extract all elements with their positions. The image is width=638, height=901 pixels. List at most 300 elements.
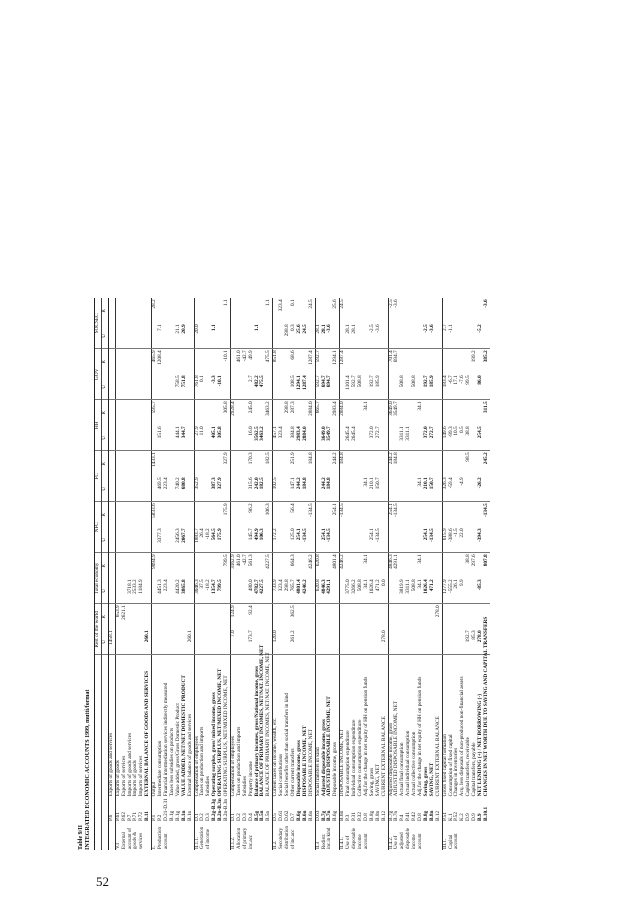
subheader-u: U xyxy=(101,425,108,451)
transaction-label: External balance of goods and services xyxy=(186,713,193,797)
table-cell-value: 242.0 xyxy=(255,476,261,502)
table-cell-value: 327.9 xyxy=(218,476,224,502)
table-cell-value: 254.1 xyxy=(424,527,430,553)
account-section-label: II.1.2. xyxy=(230,822,236,850)
table-cell-value: -134.5 xyxy=(303,527,309,553)
table-cell-value: -134.5 xyxy=(376,527,382,553)
table-cell-value: 297.6 xyxy=(471,554,478,567)
transaction-code: D.3 xyxy=(205,813,212,821)
transaction-code: K.2 xyxy=(459,813,466,821)
account-section-label: Use of xyxy=(394,835,400,849)
table-cell-value: 461.0 xyxy=(235,554,242,567)
table-cell-value xyxy=(484,476,490,502)
table-cell-value: 184.8 xyxy=(303,476,309,502)
table-cell-value: 24.5 xyxy=(340,298,346,323)
table-cell-value: 17.1 xyxy=(454,374,460,400)
table-cell-value: 0.1 xyxy=(200,374,206,400)
transaction-code: P.31 xyxy=(351,812,358,821)
subheader-u: U xyxy=(101,476,108,502)
table-cell-value: 2621.1 xyxy=(120,605,127,620)
transaction-label: Subsidies xyxy=(241,776,248,797)
transaction-code: B.7n xyxy=(393,810,400,821)
table-cell-value: -42.7 xyxy=(241,350,248,362)
table-cell-value: -3.3 xyxy=(212,374,218,400)
column-group-header: FC xyxy=(95,451,102,502)
transaction-label: Current taxes on income, wealth, etc. xyxy=(273,655,279,798)
transaction-code: P.3 xyxy=(345,814,352,821)
table-cell-value: 244.2 xyxy=(388,451,394,477)
account-section-label: I. xyxy=(152,822,158,850)
account-section-label: account xyxy=(363,833,369,849)
table-cell-value: 150.7 xyxy=(376,476,382,502)
transaction-label: Consumption of fixed capital xyxy=(447,734,454,797)
table-cell-value: 254.1 xyxy=(388,502,394,528)
transaction-code: B.2n-B.3n xyxy=(217,798,224,821)
header-blank xyxy=(101,822,108,850)
table-cell-value: 37.5 xyxy=(200,578,206,604)
account-section-label: Capital xyxy=(448,834,454,849)
transaction-code: D.2 xyxy=(199,813,206,821)
transaction-code: P.62 xyxy=(120,812,127,821)
subheader-r: R xyxy=(101,502,108,528)
table-cell-value: -3.6 xyxy=(430,323,436,349)
transaction-label: Adjusted disposable income, gross xyxy=(388,655,394,798)
transaction-label: Adj.for the change in net equity of HH on pension funds xyxy=(362,676,369,797)
transaction-code: P.4 xyxy=(399,814,406,821)
table-cell-value: 4227.5 xyxy=(260,578,266,604)
account-section-label: of income xyxy=(206,828,212,849)
table-cell-value: 38.8 xyxy=(465,554,472,564)
transaction-code: B.7g xyxy=(320,810,327,821)
table-cell-value: 1287.4 xyxy=(307,350,314,365)
table-cell-value: 592.7 xyxy=(315,374,321,400)
table-title: Table 9/II xyxy=(78,825,84,850)
transaction-label: Saving, gross xyxy=(422,766,429,797)
account-section-label: V.I xyxy=(115,822,121,850)
table-cell-value: -3.6 xyxy=(393,299,400,308)
transaction-label: Social contributions xyxy=(278,753,285,797)
table-cell-value: 5833.6 xyxy=(152,502,158,528)
table-cell-value: -1.5 xyxy=(454,527,460,553)
table-cell-value: 3649.0 xyxy=(322,425,328,451)
table-cell-value: 457.1 xyxy=(273,425,279,451)
table-cell-value: -3.6 xyxy=(483,299,489,308)
table-cell-value: 465.9 xyxy=(152,349,158,375)
economic-accounts-table xyxy=(94,298,490,850)
table-cell-value: 223.4 xyxy=(164,476,170,502)
table-cell-value: 3549.7 xyxy=(327,425,333,451)
transaction-label: Exports of services xyxy=(120,755,127,797)
table-row xyxy=(484,298,490,850)
table-cell-value: 2.7 xyxy=(442,323,448,349)
subheader-r: R xyxy=(101,298,108,323)
transaction-label: NET LENDING (+) / NET BORROWING (-) xyxy=(477,694,484,797)
table-cell-value xyxy=(108,553,115,579)
table-cell-value: 26.4 xyxy=(200,527,206,553)
transaction-label: CHANGES IN NET WORTH DUE TO SAVING AND CAPITAL TRANSFERS xyxy=(483,616,489,797)
subheader-u: U xyxy=(101,323,108,349)
transaction-label: BALANCE OF PRIMARY INCOMES, NET/NAT. INCOME, NET xyxy=(259,644,266,797)
table-cell-value: 372.0 xyxy=(424,425,430,451)
table-cell-value: 1026.4 xyxy=(424,578,430,604)
table-cell-value xyxy=(108,298,115,323)
table-cell-value: 22.0 xyxy=(460,527,466,553)
table-cell-value: 254.1 xyxy=(370,527,376,553)
table-cell-value: 2067.7 xyxy=(182,527,188,553)
transaction-label: Adj.for the change in net equity of HH on pension funds xyxy=(417,676,424,797)
table-cell-value: 761.8 xyxy=(194,374,200,400)
table-cell-value: 34.1 xyxy=(417,401,424,411)
table-cell-value: 28.1 xyxy=(322,323,328,349)
table-cell-value: 244.2 xyxy=(322,476,328,502)
transaction-label: Disposable income, gross xyxy=(295,740,302,797)
table-cell-value: 182.5 xyxy=(260,476,266,502)
table-cell-value: 461.0 xyxy=(235,350,242,363)
table-cell-value: 0.3 xyxy=(291,323,297,349)
table-cell-value: 740.2 xyxy=(176,476,182,502)
table-cell-value: 323.4 xyxy=(279,578,285,604)
transaction-code: D.8 xyxy=(362,813,369,821)
table-cell-value: -85.3 xyxy=(478,578,484,604)
table-cell-value: 482.2 xyxy=(255,374,261,400)
table-cell-value: -2.5 xyxy=(370,323,376,349)
table-cell-value: 25.6 xyxy=(297,323,303,349)
table-cell-value: 372.0 xyxy=(370,425,376,451)
table-cell-value: 10.5 xyxy=(454,425,460,451)
transaction-code: D.61 xyxy=(278,810,285,821)
table-cell-value: 1294.1 xyxy=(332,350,339,365)
table-cell-value: 653.9 xyxy=(115,604,121,630)
table-cell-value: 254.5 xyxy=(478,425,484,451)
transaction-code: B.6n xyxy=(301,810,308,821)
table-cell-value: 173.7 xyxy=(249,629,255,655)
transaction-label: Imports of services xyxy=(138,755,145,797)
subheader-r: R xyxy=(101,400,108,426)
transaction-code: P.7 xyxy=(126,814,133,821)
table-cell-value: 20.0 xyxy=(194,323,200,349)
table-cell-value: 508.8 xyxy=(358,578,364,604)
table-cell-value: -18.2 xyxy=(206,578,212,604)
table-cell-value: 3562.5 xyxy=(255,425,261,451)
table-cell-value: 471.2 xyxy=(430,578,436,604)
transaction-label: Compensation of employees xyxy=(230,655,236,798)
subheader-r: R xyxy=(101,553,108,579)
table-cell-value: 0.5 xyxy=(460,425,466,451)
transaction-label: Adjusted disposable income, gross xyxy=(320,719,327,797)
transaction-code: D.9 xyxy=(471,813,478,821)
table-cell-value: 4846.3 xyxy=(322,578,328,604)
account-section-label: services xyxy=(139,832,145,849)
transaction-code: D.9 xyxy=(465,813,472,821)
table-cell-value: 0.1 xyxy=(290,299,296,306)
table-cell-value: 34.1 xyxy=(417,554,424,564)
table-cell-value: 508.8 xyxy=(400,374,406,400)
table-cell-value: 192.7 xyxy=(370,374,376,400)
transaction-code: B.6g xyxy=(295,810,302,821)
table-cell-value: 323.4 xyxy=(279,425,285,451)
account-section-label: II.4.1. xyxy=(340,822,346,850)
table-cell-value: 469.5 xyxy=(158,476,164,502)
table-title-block xyxy=(78,630,91,850)
table-cell-value: 298.8 xyxy=(285,323,291,349)
table-cell-value: 9.9 xyxy=(460,578,466,604)
transaction-label: Actual individual consumption xyxy=(405,730,412,797)
table-cell-value xyxy=(108,527,115,553)
table-cell-value: 615.9 xyxy=(442,527,448,553)
table-cell-value: 106.3 xyxy=(260,527,266,553)
transaction-code: P.52 xyxy=(453,812,460,821)
table-cell-value: 124.9 xyxy=(230,604,236,630)
table-cell-value: 4291.1 xyxy=(327,578,333,604)
table-cell-value: 4801.4 xyxy=(332,554,339,569)
table-cell-value: 2884.0 xyxy=(340,400,346,426)
transaction-code: P.2 xyxy=(157,814,164,821)
table-cell-value: 1208.4 xyxy=(157,350,164,365)
transaction-label: Exports of goods xyxy=(115,655,121,798)
subheader-r: R xyxy=(101,604,108,630)
table-cell-value: -10.1 xyxy=(223,350,230,362)
table-cell-value: 21.1 xyxy=(176,323,182,349)
table-cell-value: 2928.4 xyxy=(230,400,236,426)
table-cell-value: 28.1 xyxy=(315,323,321,349)
transaction-label: DISPOSABLE INCOME, NET xyxy=(301,725,308,797)
table-cell-value: 68.6 xyxy=(290,350,296,360)
table-cell-value: 4451.3 xyxy=(158,578,164,604)
transaction-label: EXTERNAL BALANCE OF GOODS AND SERVICES xyxy=(144,670,151,797)
table-cell-value: 0.0 xyxy=(382,578,388,604)
transaction-code: P.41 xyxy=(405,812,412,821)
table-cell-value: -1.1 xyxy=(449,323,455,349)
table-cell-value: 4782.7 xyxy=(255,578,261,604)
table-cell-value: 278.0 xyxy=(434,605,441,618)
table-cell-value: 4291.1 xyxy=(393,554,400,569)
table-cell-value: -10.1 xyxy=(218,374,224,400)
table-cell-value: 34.1 xyxy=(364,476,370,502)
transaction-code: D.1 xyxy=(230,797,236,822)
table-cell-value: 145.7 xyxy=(249,527,255,553)
table-cell-value: 3311.1 xyxy=(400,425,406,451)
table-cell-value: 1294.1 xyxy=(297,374,303,400)
transaction-label: SAVING, NET xyxy=(428,762,435,797)
transaction-code: B.1n xyxy=(180,810,187,821)
table-cell-value: 385.2 xyxy=(483,350,489,363)
table-cell-value: -4.9 xyxy=(460,476,466,502)
table-cell-value: 1433.1 xyxy=(152,451,158,477)
table-cell-value: 664.3 xyxy=(290,554,296,567)
transaction-code: B.12 xyxy=(434,810,441,821)
account-section-label: account xyxy=(163,833,169,849)
transaction-code: B.6n xyxy=(307,810,314,821)
table-cell-value: 1287.4 xyxy=(340,349,346,375)
table-cell-value: 24.5 xyxy=(303,323,309,349)
transaction-code: D.5 xyxy=(273,797,279,822)
subheader-r: R xyxy=(101,349,108,375)
transaction-label: Subsidies xyxy=(205,776,212,797)
table-cell-value: 3266.2 xyxy=(352,578,358,604)
table-cell-value: 327.9 xyxy=(223,452,230,465)
table-cell-value xyxy=(108,502,115,528)
table-cell-value: -5.2 xyxy=(478,323,484,349)
account-section-label: inc.in kind xyxy=(327,827,333,849)
table-cell-value: 480.0 xyxy=(249,578,255,604)
table-cell-value: 305.8 xyxy=(218,425,224,451)
transaction-label: Acq. less disposals of non-produced non-financial assets xyxy=(459,676,466,797)
table-cell-value: 4246.2 xyxy=(307,554,314,569)
table-cell-value: 278.0 xyxy=(382,629,388,655)
table-cell-value xyxy=(108,323,115,349)
page-number: 52 xyxy=(96,874,109,889)
transaction-code: K.1 xyxy=(447,813,454,821)
transaction-label: CURRENT EXTERNAL BALANCE xyxy=(380,716,387,797)
table-cell-value: 694.7 xyxy=(393,350,400,363)
transaction-label: Taxes on production and imports xyxy=(235,726,242,797)
table-cell-value: -2.5 xyxy=(424,323,430,349)
account-section-label: Use of xyxy=(346,835,352,849)
table-cell-value: 28.1 xyxy=(352,323,358,349)
transaction-label: DISPOSABLE INCOME, NET xyxy=(307,729,314,797)
table-cell-value: 244.2 xyxy=(332,452,339,465)
table-cell-value: 323.4 xyxy=(278,299,285,312)
transaction-label: Taxes less subsidies on products xyxy=(168,727,175,797)
transaction-code: B.7g xyxy=(388,797,394,822)
table-cell-value: 4227.5 xyxy=(265,554,272,569)
table-cell-value: 172.2 xyxy=(273,527,279,553)
table-cell-value: 184.8 xyxy=(307,452,314,465)
table-cell-value: 694.7 xyxy=(322,374,328,400)
account-section-label: II.3 xyxy=(315,822,321,850)
transaction-code: B.10.1 xyxy=(483,806,489,821)
transaction-code: D.62 xyxy=(284,810,291,821)
table-cell-value: 758.5 xyxy=(176,374,182,400)
transaction-label: Social transfers in kind xyxy=(315,655,321,798)
subheader-u: U xyxy=(101,527,108,553)
table-cell-value: 352.9 xyxy=(194,476,200,502)
account-section-label: III.1. xyxy=(442,822,448,850)
table-cell-value: 3775.0 xyxy=(346,578,352,604)
table-cell-value: -134.5 xyxy=(483,503,489,518)
transaction-label: Taxes on production and imports xyxy=(199,726,206,797)
transaction-label: Output xyxy=(152,655,158,798)
table-cell-value xyxy=(108,349,115,375)
table-cell-value: 387.3 xyxy=(212,476,218,502)
transaction-code: D.1 xyxy=(194,797,200,822)
table-cell-value: 3549.7 xyxy=(393,401,400,416)
table-cell-value xyxy=(484,527,490,553)
transaction-label: ADJUSTED DISPOSABLE INCOME, NET xyxy=(393,700,400,797)
account-section-label: of inc.acc xyxy=(291,829,296,849)
table-cell-value: 3463.2 xyxy=(260,425,266,451)
transaction-code: B.8g xyxy=(368,810,375,821)
table-cell-value: 680.8 xyxy=(182,476,188,502)
table-subtitle: INTEGRATED ECONOMIC ACCOUNTS 1999, mutti/format xyxy=(84,689,91,850)
transaction-label: Individual consumption expenditure xyxy=(351,719,358,797)
account-section-label: account xyxy=(418,833,424,849)
transaction-label: Actual collective consumption xyxy=(411,731,418,797)
account-section-label: distribution xyxy=(285,825,291,849)
table-cell-value xyxy=(484,578,490,604)
table-cell-value: 192.7 xyxy=(424,374,430,400)
table-cell-value: 1354.7 xyxy=(212,578,218,604)
table-cell-value: -388.6 xyxy=(449,527,455,553)
table-cell-value: 24.5 xyxy=(307,299,314,309)
table-cell-value: 16.0 xyxy=(249,425,255,451)
table-cell-value: 1184.9 xyxy=(139,578,145,604)
transaction-code: P.72 xyxy=(138,812,145,821)
account-section-label: Allocation xyxy=(236,827,242,849)
table-cell-value: 4420.2 xyxy=(176,578,182,604)
transaction-label: ADJUSTED DISPOSABLE INCOME, NET xyxy=(326,696,333,797)
table-cell-value: 245.2 xyxy=(483,452,489,465)
table-cell-value: 25.6 xyxy=(332,299,339,309)
column-group-header: Total economy xyxy=(95,553,102,604)
transaction-label: Gross fixed capital formation xyxy=(442,655,448,798)
table-cell-value: 49.9 xyxy=(247,350,254,360)
table-cell-value: 254.1 xyxy=(297,527,303,553)
transaction-label: Financial intermediation services indirectly measured xyxy=(162,682,169,797)
table-cell-value: 151.6 xyxy=(158,425,164,451)
table-cell-value: 34.1 xyxy=(362,401,369,411)
table-cell-value: 147.1 xyxy=(291,476,297,502)
transaction-code: B.8n xyxy=(374,810,381,821)
table-cell-value: -26.2 xyxy=(478,476,484,502)
transaction-label: OPERATING SURPLUS, NET/MIXED INCOME, NET xyxy=(217,668,224,797)
table-cell-value xyxy=(484,323,490,349)
table-cell-value: 254.1 xyxy=(332,503,339,516)
transaction-label: VALUE ADDED, NET/NET DOMESTIC PRODUCT xyxy=(180,675,187,797)
table-cell-value: 1458.1 xyxy=(108,629,115,655)
table-cell-value xyxy=(108,451,115,477)
column-group-header: HH xyxy=(95,400,102,451)
subheader-u: U xyxy=(101,578,108,604)
table-cell-value: -134.5 xyxy=(393,503,400,518)
table-cell-value: 444.1 xyxy=(176,425,182,451)
table-cell-value: 807.8 xyxy=(483,554,489,567)
transaction-label: BALANCE OF PRIMARY INCOMES, NET/NAT. INCOME, NET xyxy=(265,652,272,797)
table-cell-value: 665.7 xyxy=(315,400,321,426)
table-cell-value: -99.3 xyxy=(449,425,455,451)
table-cell-value: -394.3 xyxy=(478,527,484,553)
table-cell-value: 184.8 xyxy=(327,476,333,502)
transaction-code: P.1 xyxy=(152,797,158,822)
transaction-label: Operating surplus, gross/ mixed income, gross xyxy=(211,692,218,797)
table-cell-value: 298.8 xyxy=(284,401,291,414)
table-cell-value: -2.5 xyxy=(388,298,394,323)
transaction-code: B.5n xyxy=(259,810,266,821)
table-cell-value: 3046.3 xyxy=(194,578,200,604)
table-cell-value: 106.3 xyxy=(265,503,272,516)
table-cell-value: 3865.8 xyxy=(182,578,188,604)
table-cell-value: 1101.4 xyxy=(346,374,352,400)
table-cell-value: 182.5 xyxy=(265,452,272,465)
table-cell-value: 120.0 xyxy=(273,629,279,655)
table-cell-value: 7.0 xyxy=(230,629,236,655)
transaction-code: D.21-D.31 xyxy=(162,798,169,821)
transaction-code: B.1n xyxy=(186,810,193,821)
table-cell-value: 185.9 xyxy=(376,374,382,400)
table-cell-value: 3377.3 xyxy=(158,527,164,553)
table-cell-value: 251.9 xyxy=(290,452,296,465)
table-cell-value: 3162.9 xyxy=(230,553,236,579)
table-cell-value: 28.1 xyxy=(346,323,352,349)
table-cell-value: 2983.4 xyxy=(297,425,303,451)
table-cell-value: 851.8 xyxy=(273,349,279,375)
transaction-code: P.6 xyxy=(107,814,114,821)
table-cell-value xyxy=(484,374,490,400)
table-cell-value: 475.5 xyxy=(260,374,266,400)
subheader-r: R xyxy=(101,451,108,477)
table-cell-value: 3311.1 xyxy=(406,425,412,451)
table-cell-value: 471.2 xyxy=(376,578,382,604)
